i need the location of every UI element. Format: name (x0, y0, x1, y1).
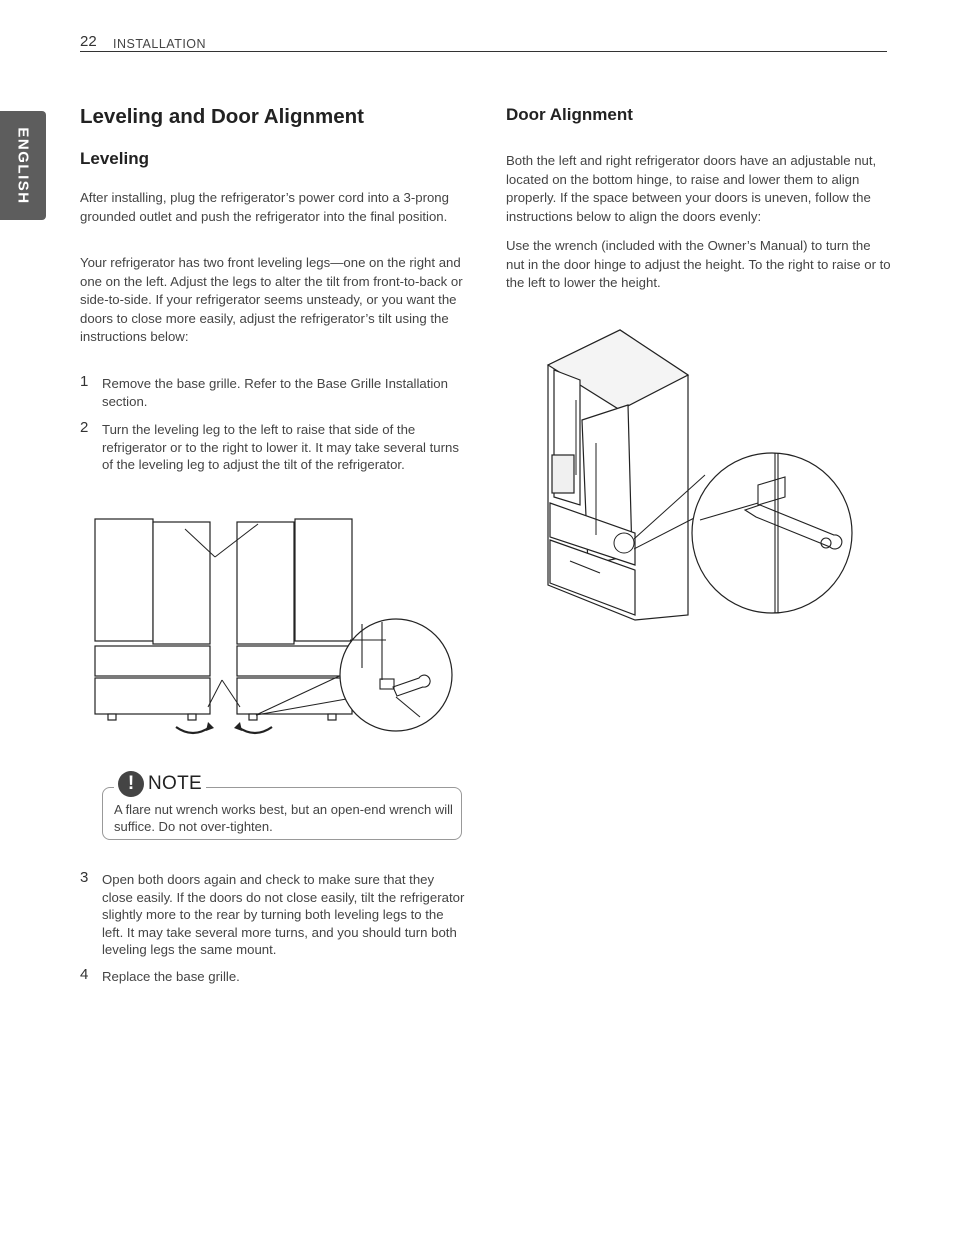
left-fridge-door-a (95, 519, 153, 641)
step-number: 2 (80, 419, 89, 436)
language-tab (0, 111, 46, 220)
header-rule (80, 51, 887, 52)
left-fridge-drawer-bottom (95, 678, 210, 714)
right-fridge-door-b (295, 519, 352, 641)
note-text: A flare nut wrench works best, but an open-end wrench will suffice. Do not over-tighten. (114, 802, 453, 834)
right-fridge-drawer-top (237, 646, 352, 676)
section-title: INSTALLATION (113, 37, 207, 51)
leveling-heading: Leveling (80, 149, 149, 168)
step-text: Turn the leveling leg to the left to raise that side of the refrigerator or to the right to lower it. It may take several turns of the leveling leg to adjust the tilt of the refrigerator. (102, 422, 459, 473)
door-alignment-illustration (540, 325, 860, 635)
exclamation-icon: ! (118, 771, 144, 797)
door-alignment-intro: Both the left and right refrigerator doors have an adjustable nut, located on the bottom hinge, to raise and lower them to align properly. If the space between your doors is uneven, follow the instructions below to align the doors evenly: (506, 153, 877, 224)
left-fridge-door-b (153, 522, 210, 644)
note-label: NOTE (148, 773, 202, 794)
step-3 (80, 871, 465, 959)
right-fridge-foot-right (328, 714, 336, 720)
page-title: Leveling and Door Alignment (80, 105, 364, 128)
right-fridge-foot-left (249, 714, 257, 720)
note-header (114, 771, 206, 797)
right-fridge-door-a (237, 522, 294, 644)
left-fridge-drawer-top (95, 646, 210, 676)
step-4 (80, 968, 465, 986)
step-1 (80, 375, 465, 410)
step-text: Open both doors again and check to make sure that they close easily. If the doors do not close easily, tilt the refrigerator slightly more to the rear by turning both leveling legs to the left. It may take several more turns, and you should turn both leveling legs the same mount. (102, 872, 465, 958)
step-text: Remove the base grille. Refer to the Base Grille Installation section. (102, 376, 448, 409)
step-2 (80, 421, 465, 474)
left-fridge-foot-left (108, 714, 116, 720)
left-fridge-foot-right (188, 714, 196, 720)
leveling-intro: After installing, plug the refrigerator’s power cord into a 3-prong grounded outlet and push the refrigerator into the final position. (80, 190, 449, 224)
step-number: 3 (80, 869, 89, 886)
door-alignment-heading: Door Alignment (506, 105, 633, 124)
leveling-description: Your refrigerator has two front leveling legs—one on the right and one on the left. Adjust the legs to alter the tilt from front-to-back or side-to-side. If your refrigerator seems unsteady, or you want the doors to close more easily, adjust the refrigerator’s tilt using the instructions below: (80, 255, 463, 345)
leveling-legs-illustration (90, 512, 460, 742)
step-text: Replace the base grille. (102, 969, 240, 984)
page-number: 22 (80, 33, 97, 50)
leg-zoom-circle (340, 619, 452, 731)
step-number: 1 (80, 373, 89, 390)
step-number: 4 (80, 966, 89, 983)
door-alignment-instructions: Use the wrench (included with the Owner’s Manual) to turn the nut in the door hinge to adjust the height. To the right to raise or to the left to lower the height. (506, 238, 891, 291)
language-tab-label: ENGLISH (14, 126, 32, 205)
